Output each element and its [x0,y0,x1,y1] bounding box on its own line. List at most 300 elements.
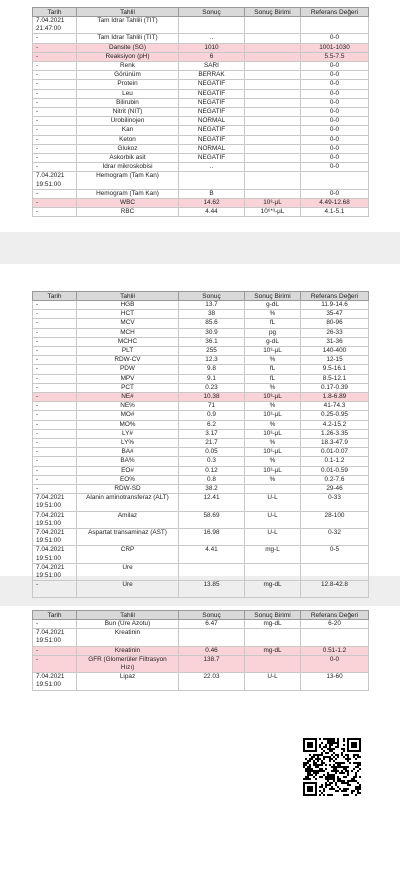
unit-cell [245,17,301,34]
result-cell: SARI [179,62,245,71]
date-cell: 7.04.2021 19:51:00 [33,546,77,563]
qr-module [355,772,357,774]
reference-cell: 1.26-3.35 [301,429,369,438]
qr-module [311,774,313,776]
qr-module [313,754,315,756]
test-name-cell: NE% [77,402,179,411]
date-cell: - [33,328,77,337]
qr-module [359,776,361,778]
test-name-cell: Kreatinin [77,629,179,646]
test-name-cell: Lipaz [77,673,179,690]
date-cell: 7.04.2021 19:51:00 [33,511,77,528]
qr-module [345,782,347,784]
unit-cell [245,108,301,117]
reference-cell: 29-46 [301,485,369,494]
qr-module [323,756,325,758]
test-name-cell: RBC [77,208,179,217]
qr-module [333,778,335,780]
test-name-cell: Reaksiyon (pH) [77,52,179,61]
table-row [33,117,369,126]
qr-module [321,754,323,756]
result-cell: 4.41 [179,546,245,563]
table-header-row [33,292,369,301]
qr-module [345,768,347,770]
column-header: Tahlil [77,8,179,17]
qr-module [357,756,359,758]
reference-cell: 0-32 [301,529,369,546]
reference-cell: 4.49-12.68 [301,199,369,208]
qr-module [355,780,357,782]
qr-module [345,788,347,790]
date-cell: - [33,89,77,98]
test-name-cell: Bilirubin [77,98,179,107]
qr-module [315,774,317,776]
qr-module [343,782,345,784]
qr-module [353,780,355,782]
unit-cell [245,154,301,163]
column-header: Sonuç Birimi [245,611,301,620]
test-name-cell: Bun (Üre Azotu) [77,620,179,629]
qr-module [329,746,331,748]
test-name-cell: PDW [77,365,179,374]
qr-module [357,764,359,766]
qr-module [349,758,351,760]
table-row [33,581,369,598]
qr-module [341,780,343,782]
qr-module [345,770,347,772]
qr-module [321,786,323,788]
qr-module [311,758,313,760]
qr-module [359,788,361,790]
qr-module [335,754,337,756]
reference-cell: 0-0 [301,117,369,126]
result-cell: 0.12 [179,466,245,475]
qr-module [347,794,349,796]
test-name-cell: Tam İdrar Tahlili (TİT) [77,34,179,43]
qr-module [355,776,357,778]
test-name-cell: GFR (Glomerüler Filtrasyon Hızı) [77,655,179,672]
qr-module [329,756,331,758]
reference-cell: 6-20 [301,620,369,629]
qr-module [327,780,329,782]
unit-cell [245,485,301,494]
qr-module [317,766,319,768]
qr-module [327,784,329,786]
unit-cell: fL [245,374,301,383]
table-row [33,673,369,690]
qr-module [323,790,325,792]
qr-module [353,762,355,764]
date-cell: - [33,144,77,153]
unit-cell: 10³-µL [245,429,301,438]
qr-module [333,768,335,770]
unit-cell [245,80,301,89]
reference-cell: 0-0 [301,144,369,153]
qr-module [319,764,321,766]
qr-module [355,766,357,768]
qr-module [319,768,321,770]
qr-module [331,758,333,760]
result-cell: 6.2 [179,420,245,429]
date-cell: - [33,485,77,494]
qr-module [331,750,333,752]
qr-module [351,770,353,772]
qr-module [337,742,339,744]
qr-module [359,792,361,794]
test-name-cell: Üre [77,581,179,598]
date-cell: - [33,126,77,135]
column-header: Sonuç [179,292,245,301]
table-row [33,208,369,217]
qr-module [333,760,335,762]
qr-module [357,792,359,794]
qr-module [309,764,311,766]
unit-cell: % [245,475,301,484]
result-cell: .. [179,34,245,43]
table-row [33,154,369,163]
qr-module [337,756,339,758]
results-table-kidney-lipase [32,610,369,691]
qr-module [309,778,311,780]
qr-module [359,762,361,764]
test-name-cell: RDW-CV [77,356,179,365]
qr-module [351,790,353,792]
test-name-cell: Renk [77,62,179,71]
date-cell: - [33,98,77,107]
unit-cell: 10³-µL [245,448,301,457]
date-cell: - [33,411,77,420]
test-name-cell: Keton [77,135,179,144]
reference-cell: 0-0 [301,62,369,71]
qr-module [335,782,337,784]
unit-cell: 10³-µL [245,347,301,356]
qr-module [323,738,325,740]
result-cell: 0.23 [179,383,245,392]
result-cell: 0.8 [179,475,245,484]
qr-module [315,778,317,780]
reference-cell: 0-0 [301,126,369,135]
test-name-cell: Ürobilinojen [77,117,179,126]
qr-module [331,754,333,756]
qr-module [313,760,315,762]
qr-module [321,770,323,772]
qr-module [309,754,311,756]
table-row [33,365,369,374]
test-name-cell: Hemogram (Tam Kan) [77,172,179,189]
qr-module [325,738,327,740]
table-row [33,126,369,135]
table-row [33,52,369,61]
unit-cell [245,655,301,672]
qr-module [343,768,345,770]
table-row [33,62,369,71]
qr-module [323,762,325,764]
qr-module [347,788,349,790]
qr-module [321,752,323,754]
qr-module [343,744,345,746]
test-name-cell: Dansite (SG) [77,43,179,52]
reference-cell: 0-0 [301,154,369,163]
date-cell: 7.04.2021 19:51:00 [33,673,77,690]
date-cell: - [33,374,77,383]
unit-cell: U-L [245,529,301,546]
qr-module [307,772,309,774]
qr-module [333,756,335,758]
qr-module [317,754,319,756]
unit-cell [245,71,301,80]
qr-module [309,770,311,772]
date-cell: 7.04.2021 19:51:00 [33,529,77,546]
reference-cell: 0-5 [301,546,369,563]
qr-module [329,764,331,766]
result-cell [179,172,245,189]
reference-cell: 13-60 [301,673,369,690]
date-cell: - [33,448,77,457]
result-cell [179,629,245,646]
reference-cell [301,563,369,580]
qr-module [343,748,345,750]
qr-module [349,784,351,786]
unit-cell: 10⁶*³-µL [245,208,301,217]
table-header-row [33,611,369,620]
qr-module [337,762,339,764]
date-cell: 7.04.2021 21:47:00 [33,17,77,34]
qr-module [305,768,307,770]
date-cell: - [33,402,77,411]
test-name-cell: MCHC [77,337,179,346]
qr-module [309,766,311,768]
result-cell: NEGATİF [179,154,245,163]
qr-module [323,770,325,772]
qr-module [329,744,331,746]
qr-module [323,758,325,760]
result-cell: 9.8 [179,365,245,374]
qr-module [333,774,335,776]
qr-module [339,766,341,768]
qr-module [319,738,321,740]
qr-module [325,776,327,778]
qr-module [355,754,357,756]
reference-cell: 12.8-42.8 [301,581,369,598]
column-header: Referans Değeri [301,292,369,301]
result-cell: 21.7 [179,439,245,448]
unit-cell: mg-dL [245,620,301,629]
reference-cell: 0.2-7.6 [301,475,369,484]
test-name-cell: EO% [77,475,179,484]
reference-cell: 0-0 [301,135,369,144]
result-cell: 138.7 [179,655,245,672]
date-cell: - [33,199,77,208]
unit-cell: % [245,420,301,429]
qr-module [337,740,339,742]
date-cell: - [33,420,77,429]
reference-cell [301,172,369,189]
reference-cell: 0.51-1.2 [301,646,369,655]
date-cell: - [33,319,77,328]
qr-module [329,788,331,790]
column-header: Sonuç [179,8,245,17]
date-cell: - [33,163,77,172]
qr-module [329,784,331,786]
reference-cell: 0.25-0.95 [301,411,369,420]
qr-module [309,760,311,762]
unit-cell [245,563,301,580]
qr-module [337,790,339,792]
result-cell: 6 [179,52,245,61]
qr-module [317,772,319,774]
test-name-cell: WBC [77,199,179,208]
qr-module [347,756,349,758]
date-cell: - [33,620,77,629]
reference-cell [301,629,369,646]
table-row [33,356,369,365]
qr-module [337,764,339,766]
unit-cell [245,117,301,126]
test-name-cell: EO# [77,466,179,475]
unit-cell: g-dL [245,337,301,346]
test-name-cell: BA% [77,457,179,466]
qr-module [315,762,317,764]
qr-module [307,760,309,762]
result-cell: .. [179,163,245,172]
qr-module [329,782,331,784]
qr-module [309,758,311,760]
qr-module [307,774,309,776]
qr-module [345,776,347,778]
qr-module [325,752,327,754]
date-cell: - [33,347,77,356]
column-header: Sonuç Birimi [245,292,301,301]
column-header: Referans Değeri [301,611,369,620]
date-cell: - [33,655,77,672]
qr-module [323,794,325,796]
result-cell: 22.03 [179,673,245,690]
date-cell: - [33,383,77,392]
table-row [33,172,369,189]
unit-cell: U-L [245,511,301,528]
date-cell: - [33,34,77,43]
qr-module [347,758,349,760]
qr-module [305,776,307,778]
qr-module [313,764,315,766]
result-cell: NEGATİF [179,108,245,117]
test-name-cell: CRP [77,546,179,563]
qr-module [313,776,315,778]
qr-module [351,780,353,782]
date-cell: - [33,310,77,319]
qr-module [327,794,329,796]
qr-module [353,768,355,770]
qr-module [341,766,343,768]
reference-cell: 0-33 [301,494,369,511]
qr-module [353,778,355,780]
column-header: Tarih [33,292,77,301]
result-cell: NEGATİF [179,98,245,107]
reference-cell: 28-100 [301,511,369,528]
qr-module [353,754,355,756]
qr-module [345,766,347,768]
qr-module [321,792,323,794]
date-cell: - [33,581,77,598]
unit-cell [245,144,301,153]
qr-module [343,740,345,742]
qr-module [305,770,307,772]
test-name-cell: Üre [77,563,179,580]
qr-module [331,738,333,740]
result-cell: 12.41 [179,494,245,511]
test-name-cell: Askorbik asit [77,154,179,163]
qr-module [327,756,329,758]
unit-cell: 10³-µL [245,199,301,208]
qr-module [339,780,341,782]
qr-module [327,738,329,740]
table-row [33,457,369,466]
result-cell: 13.85 [179,581,245,598]
table-row [33,163,369,172]
table-row [33,646,369,655]
qr-module [355,774,357,776]
qr-module [321,768,323,770]
column-header: Sonuç Birimi [245,8,301,17]
qr-module [341,752,343,754]
qr-module [343,772,345,774]
qr-module [305,778,307,780]
qr-module [317,764,319,766]
date-cell: - [33,429,77,438]
qr-module [357,762,359,764]
qr-module [341,772,343,774]
qr-module [329,738,331,740]
qr-module [321,762,323,764]
qr-module [329,748,331,750]
date-cell: - [33,189,77,198]
date-cell: 7.04.2021 19:51:00 [33,494,77,511]
qr-module [319,770,321,772]
result-cell: 58.69 [179,511,245,528]
result-cell: 0.9 [179,411,245,420]
table-row [33,439,369,448]
qr-module [315,754,317,756]
table-row [33,80,369,89]
qr-module [347,772,349,774]
qr-module [327,748,329,750]
date-cell: - [33,80,77,89]
qr-module [331,782,333,784]
table-row [33,135,369,144]
unit-cell: U-L [245,673,301,690]
table-row [33,337,369,346]
table-row [33,511,369,528]
table-row [33,629,369,646]
reference-cell: 26-33 [301,328,369,337]
qr-module [359,768,361,770]
unit-cell [245,62,301,71]
qr-module [331,774,333,776]
qr-module [311,756,313,758]
qr-module [325,764,327,766]
table-row [33,475,369,484]
qr-module [331,770,333,772]
reference-cell [301,17,369,34]
qr-module [333,764,335,766]
qr-module [347,760,349,762]
unit-cell [245,135,301,144]
unit-cell: % [245,310,301,319]
result-cell: 71 [179,402,245,411]
qr-module [337,766,339,768]
qr-module [325,786,327,788]
qr-module [319,786,321,788]
